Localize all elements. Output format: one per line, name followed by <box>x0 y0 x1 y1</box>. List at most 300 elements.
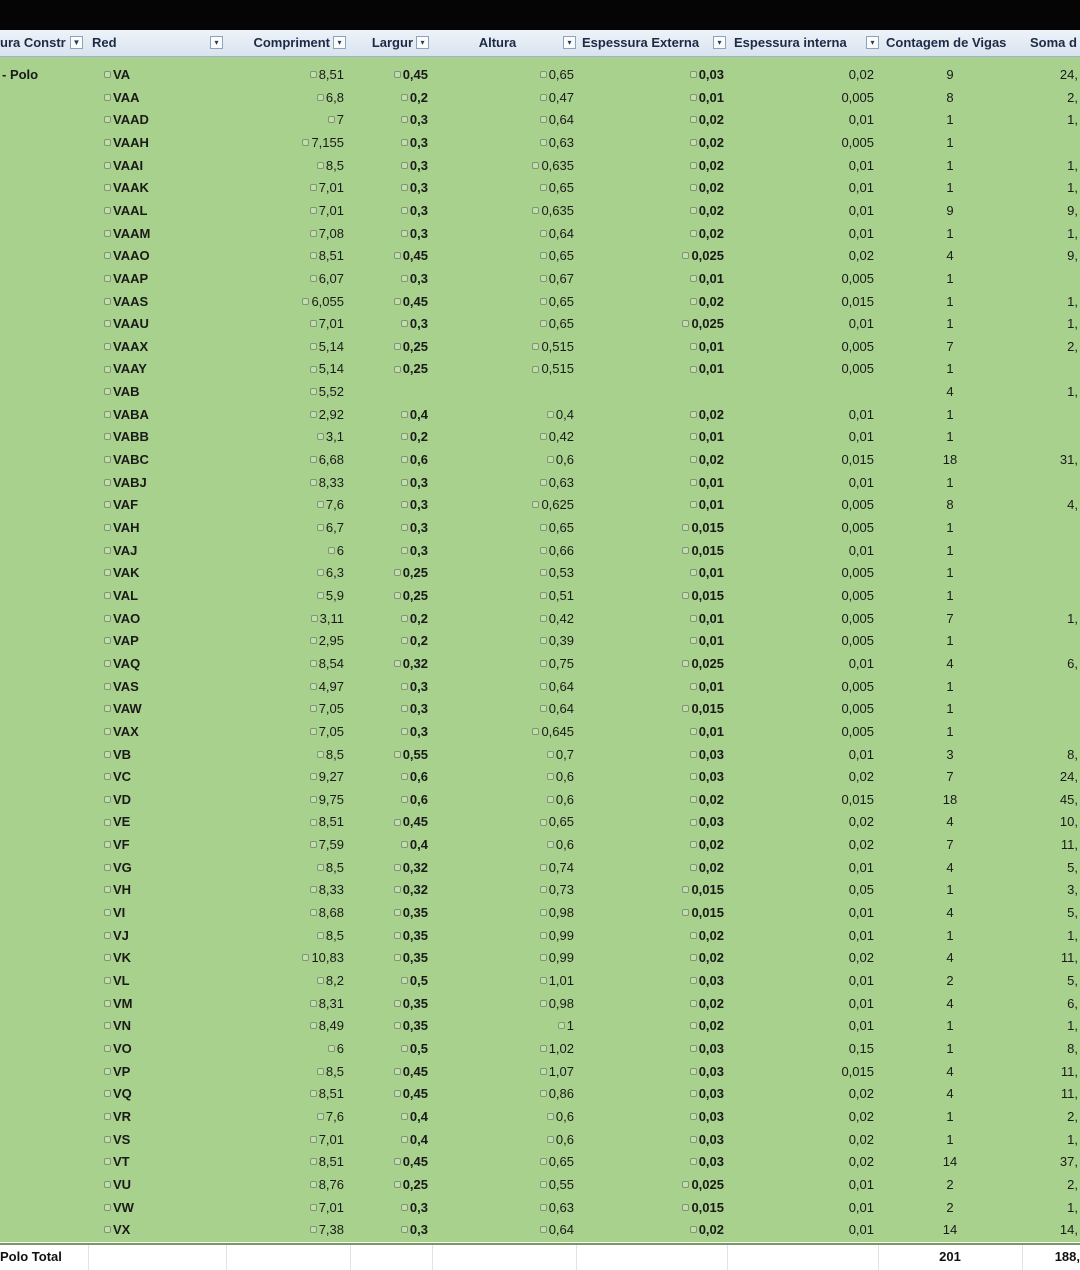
comprimento-cell[interactable] <box>240 743 344 766</box>
altura-cell[interactable] <box>470 788 574 811</box>
largura-cell[interactable] <box>370 992 428 1015</box>
largura-cell[interactable] <box>370 743 428 766</box>
header-estrutura-construcao[interactable]: ura Constr <box>0 35 66 50</box>
espessura-externa-cell[interactable] <box>620 403 724 426</box>
altura-cell[interactable] <box>470 1014 574 1037</box>
collapse-icon[interactable] <box>690 162 697 169</box>
espessura-interna-cell[interactable] <box>760 856 874 879</box>
red-cell[interactable] <box>104 493 204 516</box>
contagem-cell[interactable] <box>920 901 980 924</box>
collapse-icon[interactable] <box>104 456 111 463</box>
espessura-externa-cell[interactable] <box>620 765 724 788</box>
collapse-icon[interactable] <box>401 139 408 146</box>
espessura-interna-cell[interactable] <box>760 1014 874 1037</box>
collapse-icon[interactable] <box>310 230 317 237</box>
largura-cell[interactable] <box>370 357 428 380</box>
espessura-interna-cell[interactable] <box>760 357 874 380</box>
contagem-cell[interactable] <box>920 1037 980 1060</box>
collapse-icon[interactable] <box>540 819 547 826</box>
comprimento-cell[interactable] <box>240 1082 344 1105</box>
collapse-icon[interactable] <box>682 592 689 599</box>
collapse-icon[interactable] <box>547 1136 554 1143</box>
collapse-icon[interactable] <box>682 320 689 327</box>
contagem-cell[interactable] <box>920 1218 980 1241</box>
largura-cell[interactable] <box>370 1082 428 1105</box>
contagem-cell[interactable] <box>920 154 980 177</box>
contagem-cell[interactable] <box>920 493 980 516</box>
espessura-interna-cell[interactable] <box>760 267 874 290</box>
espessura-externa-cell[interactable] <box>620 154 724 177</box>
collapse-icon[interactable] <box>540 1226 547 1233</box>
largura-cell[interactable] <box>370 86 428 109</box>
comprimento-cell[interactable] <box>240 1037 344 1060</box>
collapse-icon[interactable] <box>690 1113 697 1120</box>
altura-cell[interactable] <box>470 1060 574 1083</box>
soma-cell[interactable] <box>1030 743 1078 766</box>
soma-cell[interactable] <box>1030 493 1078 516</box>
espessura-externa-cell[interactable] <box>620 629 724 652</box>
collapse-icon[interactable] <box>394 569 401 576</box>
espessura-interna-cell[interactable] <box>760 629 874 652</box>
espessura-interna-cell[interactable] <box>760 788 874 811</box>
contagem-cell[interactable] <box>920 1128 980 1151</box>
red-cell[interactable] <box>104 924 204 947</box>
largura-cell[interactable] <box>370 629 428 652</box>
largura-cell[interactable] <box>370 176 428 199</box>
header-comprimento[interactable]: Compriment <box>253 35 330 50</box>
collapse-icon[interactable] <box>690 819 697 826</box>
collapse-icon[interactable] <box>104 864 111 871</box>
dropdown-icon[interactable]: ▾ <box>713 36 726 49</box>
comprimento-cell[interactable] <box>240 629 344 652</box>
collapse-icon[interactable] <box>682 705 689 712</box>
collapse-icon[interactable] <box>104 954 111 961</box>
soma-cell[interactable] <box>1030 86 1078 109</box>
red-cell[interactable] <box>104 357 204 380</box>
collapse-icon[interactable] <box>104 615 111 622</box>
comprimento-cell[interactable] <box>240 969 344 992</box>
altura-cell[interactable] <box>470 1150 574 1173</box>
contagem-cell[interactable] <box>920 199 980 222</box>
red-cell[interactable] <box>104 290 204 313</box>
header-soma[interactable]: Soma d <box>1030 35 1077 50</box>
comprimento-cell[interactable] <box>240 335 344 358</box>
collapse-icon[interactable] <box>401 524 408 531</box>
collapse-icon[interactable] <box>540 705 547 712</box>
espessura-interna-cell[interactable] <box>760 1060 874 1083</box>
soma-cell[interactable] <box>1030 765 1078 788</box>
collapse-icon[interactable] <box>401 683 408 690</box>
contagem-cell[interactable] <box>920 607 980 630</box>
comprimento-cell[interactable] <box>240 176 344 199</box>
collapse-icon[interactable] <box>310 1000 317 1007</box>
soma-cell[interactable] <box>1030 946 1078 969</box>
collapse-icon[interactable] <box>310 71 317 78</box>
collapse-icon[interactable] <box>394 954 401 961</box>
red-cell[interactable] <box>104 448 204 471</box>
collapse-icon[interactable] <box>690 433 697 440</box>
soma-cell[interactable] <box>1030 1150 1078 1173</box>
header-altura[interactable]: Altura <box>478 35 517 50</box>
soma-cell[interactable] <box>1030 1196 1078 1219</box>
largura-cell[interactable] <box>370 1173 428 1196</box>
contagem-cell[interactable] <box>920 652 980 675</box>
collapse-icon[interactable] <box>310 411 317 418</box>
collapse-icon[interactable] <box>401 433 408 440</box>
contagem-cell[interactable] <box>920 131 980 154</box>
soma-cell[interactable] <box>1030 131 1078 154</box>
comprimento-cell[interactable] <box>240 697 344 720</box>
collapse-icon[interactable] <box>532 728 539 735</box>
espessura-externa-cell[interactable] <box>620 425 724 448</box>
contagem-cell[interactable] <box>920 584 980 607</box>
collapse-icon[interactable] <box>690 977 697 984</box>
red-cell[interactable] <box>104 108 204 131</box>
soma-cell[interactable] <box>1030 357 1078 380</box>
espessura-interna-cell[interactable] <box>760 493 874 516</box>
collapse-icon[interactable] <box>401 728 408 735</box>
red-cell[interactable] <box>104 244 204 267</box>
espessura-externa-cell[interactable] <box>620 1060 724 1083</box>
espessura-interna-cell[interactable] <box>760 765 874 788</box>
red-cell[interactable] <box>104 1014 204 1037</box>
largura-cell[interactable] <box>370 765 428 788</box>
collapse-icon[interactable] <box>310 660 317 667</box>
collapse-icon[interactable] <box>104 1090 111 1097</box>
red-cell[interactable] <box>104 199 204 222</box>
collapse-icon[interactable] <box>104 637 111 644</box>
collapse-icon[interactable] <box>104 501 111 508</box>
largura-cell[interactable] <box>370 335 428 358</box>
collapse-icon[interactable] <box>104 1045 111 1052</box>
altura-cell[interactable] <box>470 244 574 267</box>
collapse-icon[interactable] <box>104 841 111 848</box>
soma-cell[interactable] <box>1030 290 1078 313</box>
espessura-interna-cell[interactable] <box>760 561 874 584</box>
collapse-icon[interactable] <box>310 388 317 395</box>
comprimento-cell[interactable] <box>240 493 344 516</box>
collapse-icon[interactable] <box>532 207 539 214</box>
collapse-icon[interactable] <box>690 1000 697 1007</box>
collapse-icon[interactable] <box>394 1090 401 1097</box>
contagem-cell[interactable] <box>920 924 980 947</box>
altura-cell[interactable] <box>470 267 574 290</box>
collapse-icon[interactable] <box>104 184 111 191</box>
comprimento-cell[interactable] <box>240 108 344 131</box>
altura-cell[interactable] <box>470 992 574 1015</box>
espessura-externa-cell[interactable] <box>620 878 724 901</box>
largura-cell[interactable] <box>370 448 428 471</box>
espessura-externa-cell[interactable] <box>620 357 724 380</box>
soma-cell[interactable] <box>1030 425 1078 448</box>
altura-cell[interactable] <box>470 607 574 630</box>
soma-cell[interactable] <box>1030 539 1078 562</box>
red-cell[interactable] <box>104 131 204 154</box>
soma-cell[interactable] <box>1030 629 1078 652</box>
largura-cell[interactable] <box>370 675 428 698</box>
altura-cell[interactable] <box>470 154 574 177</box>
collapse-icon[interactable] <box>690 751 697 758</box>
soma-cell[interactable] <box>1030 335 1078 358</box>
collapse-icon[interactable] <box>690 569 697 576</box>
collapse-icon[interactable] <box>104 751 111 758</box>
collapse-icon[interactable] <box>104 207 111 214</box>
soma-cell[interactable] <box>1030 1218 1078 1241</box>
comprimento-cell[interactable] <box>240 154 344 177</box>
espessura-interna-cell[interactable] <box>760 697 874 720</box>
collapse-icon[interactable] <box>540 320 547 327</box>
espessura-interna-cell[interactable] <box>760 131 874 154</box>
dropdown-icon[interactable]: ▾ <box>333 36 346 49</box>
collapse-icon[interactable] <box>532 366 539 373</box>
red-cell[interactable] <box>104 607 204 630</box>
red-cell[interactable] <box>104 222 204 245</box>
red-cell[interactable] <box>104 403 204 426</box>
collapse-icon[interactable] <box>540 592 547 599</box>
espessura-externa-cell[interactable] <box>620 222 724 245</box>
espessura-interna-cell[interactable] <box>760 1150 874 1173</box>
altura-cell[interactable] <box>470 357 574 380</box>
espessura-externa-cell[interactable] <box>620 810 724 833</box>
contagem-cell[interactable] <box>920 561 980 584</box>
collapse-icon[interactable] <box>401 320 408 327</box>
collapse-icon[interactable] <box>317 592 324 599</box>
espessura-interna-cell[interactable] <box>760 108 874 131</box>
comprimento-cell[interactable] <box>240 1196 344 1219</box>
largura-cell[interactable] <box>370 425 428 448</box>
altura-cell[interactable] <box>470 380 574 403</box>
largura-cell[interactable] <box>370 63 428 86</box>
largura-cell[interactable] <box>370 380 428 403</box>
red-cell[interactable] <box>104 992 204 1015</box>
soma-cell[interactable] <box>1030 856 1078 879</box>
espessura-externa-cell[interactable] <box>620 493 724 516</box>
collapse-icon[interactable] <box>540 615 547 622</box>
header-espessura-interna[interactable]: Espessura interna <box>734 35 847 50</box>
collapse-icon[interactable] <box>547 1113 554 1120</box>
largura-cell[interactable] <box>370 1105 428 1128</box>
altura-cell[interactable] <box>470 675 574 698</box>
collapse-icon[interactable] <box>401 615 408 622</box>
red-cell[interactable] <box>104 1218 204 1241</box>
espessura-interna-cell[interactable] <box>760 1173 874 1196</box>
header-espessura-externa[interactable]: Espessura Externa <box>582 35 700 50</box>
contagem-cell[interactable] <box>920 1060 980 1083</box>
espessura-interna-cell[interactable] <box>760 720 874 743</box>
filter-active-icon[interactable]: ▼ <box>70 36 83 49</box>
collapse-icon[interactable] <box>104 320 111 327</box>
collapse-icon[interactable] <box>317 569 324 576</box>
collapse-icon[interactable] <box>394 1181 401 1188</box>
espessura-externa-cell[interactable] <box>620 607 724 630</box>
altura-cell[interactable] <box>470 833 574 856</box>
contagem-cell[interactable] <box>920 108 980 131</box>
contagem-cell[interactable] <box>920 1173 980 1196</box>
comprimento-cell[interactable] <box>240 1060 344 1083</box>
altura-cell[interactable] <box>470 810 574 833</box>
comprimento-cell[interactable] <box>240 1150 344 1173</box>
collapse-icon[interactable] <box>310 773 317 780</box>
collapse-icon[interactable] <box>682 252 689 259</box>
soma-cell[interactable] <box>1030 108 1078 131</box>
collapse-icon[interactable] <box>311 615 318 622</box>
collapse-icon[interactable] <box>540 954 547 961</box>
comprimento-cell[interactable] <box>240 561 344 584</box>
collapse-icon[interactable] <box>310 207 317 214</box>
sort-filter-icon[interactable]: ▾ <box>210 36 223 49</box>
comprimento-cell[interactable] <box>240 1218 344 1241</box>
collapse-icon[interactable] <box>104 230 111 237</box>
collapse-icon[interactable] <box>401 547 408 554</box>
collapse-icon[interactable] <box>540 524 547 531</box>
red-cell[interactable] <box>104 788 204 811</box>
espessura-interna-cell[interactable] <box>760 199 874 222</box>
espessura-externa-cell[interactable] <box>620 1105 724 1128</box>
altura-cell[interactable] <box>470 335 574 358</box>
collapse-icon[interactable] <box>317 864 324 871</box>
collapse-icon[interactable] <box>690 343 697 350</box>
contagem-cell[interactable] <box>920 516 980 539</box>
largura-cell[interactable] <box>370 1218 428 1241</box>
collapse-icon[interactable] <box>104 819 111 826</box>
espessura-externa-cell[interactable] <box>620 946 724 969</box>
soma-cell[interactable] <box>1030 697 1078 720</box>
espessura-externa-cell[interactable] <box>620 267 724 290</box>
collapse-icon[interactable] <box>401 479 408 486</box>
espessura-externa-cell[interactable] <box>620 131 724 154</box>
collapse-icon[interactable] <box>540 1158 547 1165</box>
collapse-icon[interactable] <box>401 184 408 191</box>
soma-cell[interactable] <box>1030 154 1078 177</box>
collapse-icon[interactable] <box>690 479 697 486</box>
red-cell[interactable] <box>104 176 204 199</box>
collapse-icon[interactable] <box>690 298 697 305</box>
collapse-icon[interactable] <box>690 207 697 214</box>
altura-cell[interactable] <box>470 1196 574 1219</box>
comprimento-cell[interactable] <box>240 425 344 448</box>
collapse-icon[interactable] <box>401 773 408 780</box>
collapse-icon[interactable] <box>690 184 697 191</box>
largura-cell[interactable] <box>370 222 428 245</box>
soma-cell[interactable] <box>1030 403 1078 426</box>
red-cell[interactable] <box>104 810 204 833</box>
altura-cell[interactable] <box>470 1128 574 1151</box>
espessura-interna-cell[interactable] <box>760 380 874 403</box>
contagem-cell[interactable] <box>920 222 980 245</box>
red-cell[interactable] <box>104 1150 204 1173</box>
collapse-icon[interactable] <box>310 343 317 350</box>
altura-cell[interactable] <box>470 946 574 969</box>
altura-cell[interactable] <box>470 516 574 539</box>
espessura-interna-cell[interactable] <box>760 584 874 607</box>
largura-cell[interactable] <box>370 878 428 901</box>
largura-cell[interactable] <box>370 946 428 969</box>
collapse-icon[interactable] <box>540 275 547 282</box>
espessura-interna-cell[interactable] <box>760 810 874 833</box>
contagem-cell[interactable] <box>920 471 980 494</box>
collapse-icon[interactable] <box>310 728 317 735</box>
collapse-icon[interactable] <box>310 252 317 259</box>
espessura-interna-cell[interactable] <box>760 176 874 199</box>
collapse-icon[interactable] <box>104 388 111 395</box>
comprimento-cell[interactable] <box>240 765 344 788</box>
comprimento-cell[interactable] <box>240 1128 344 1151</box>
collapse-icon[interactable] <box>310 184 317 191</box>
soma-cell[interactable] <box>1030 901 1078 924</box>
largura-cell[interactable] <box>370 539 428 562</box>
red-cell[interactable] <box>104 652 204 675</box>
espessura-externa-cell[interactable] <box>620 833 724 856</box>
collapse-icon[interactable] <box>317 94 324 101</box>
collapse-icon[interactable] <box>310 796 317 803</box>
collapse-icon[interactable] <box>690 615 697 622</box>
collapse-icon[interactable] <box>540 433 547 440</box>
espessura-externa-cell[interactable] <box>620 1218 724 1241</box>
collapse-icon[interactable] <box>394 366 401 373</box>
red-cell[interactable] <box>104 312 204 335</box>
collapse-icon[interactable] <box>310 819 317 826</box>
espessura-externa-cell[interactable] <box>620 199 724 222</box>
collapse-icon[interactable] <box>540 94 547 101</box>
header-largura[interactable]: Largur <box>371 35 413 50</box>
collapse-icon[interactable] <box>310 456 317 463</box>
largura-cell[interactable] <box>370 1128 428 1151</box>
espessura-externa-cell[interactable] <box>620 992 724 1015</box>
collapse-icon[interactable] <box>104 1136 111 1143</box>
espessura-externa-cell[interactable] <box>620 516 724 539</box>
espessura-interna-cell[interactable] <box>760 833 874 856</box>
collapse-icon[interactable] <box>104 569 111 576</box>
espessura-interna-cell[interactable] <box>760 969 874 992</box>
collapse-icon[interactable] <box>104 886 111 893</box>
largura-cell[interactable] <box>370 697 428 720</box>
red-cell[interactable] <box>104 86 204 109</box>
collapse-icon[interactable] <box>547 796 554 803</box>
soma-cell[interactable] <box>1030 199 1078 222</box>
soma-cell[interactable] <box>1030 1128 1078 1151</box>
collapse-icon[interactable] <box>540 660 547 667</box>
largura-cell[interactable] <box>370 516 428 539</box>
espessura-externa-cell[interactable] <box>620 652 724 675</box>
collapse-icon[interactable] <box>540 569 547 576</box>
collapse-icon[interactable] <box>317 162 324 169</box>
red-cell[interactable] <box>104 901 204 924</box>
collapse-icon[interactable] <box>682 660 689 667</box>
espessura-externa-cell[interactable] <box>620 561 724 584</box>
collapse-icon[interactable] <box>540 932 547 939</box>
soma-cell[interactable] <box>1030 312 1078 335</box>
dropdown-icon[interactable]: ▾ <box>563 36 576 49</box>
red-cell[interactable] <box>104 856 204 879</box>
red-cell[interactable] <box>104 584 204 607</box>
collapse-icon[interactable] <box>104 1068 111 1075</box>
largura-cell[interactable] <box>370 244 428 267</box>
comprimento-cell[interactable] <box>240 1173 344 1196</box>
collapse-icon[interactable] <box>540 479 547 486</box>
collapse-icon[interactable] <box>540 298 547 305</box>
collapse-icon[interactable] <box>547 773 554 780</box>
collapse-icon[interactable] <box>540 977 547 984</box>
comprimento-cell[interactable] <box>240 357 344 380</box>
contagem-cell[interactable] <box>920 969 980 992</box>
soma-cell[interactable] <box>1030 1014 1078 1037</box>
collapse-icon[interactable] <box>690 1068 697 1075</box>
collapse-icon[interactable] <box>104 728 111 735</box>
contagem-cell[interactable] <box>920 448 980 471</box>
collapse-icon[interactable] <box>104 977 111 984</box>
collapse-icon[interactable] <box>317 433 324 440</box>
altura-cell[interactable] <box>470 290 574 313</box>
